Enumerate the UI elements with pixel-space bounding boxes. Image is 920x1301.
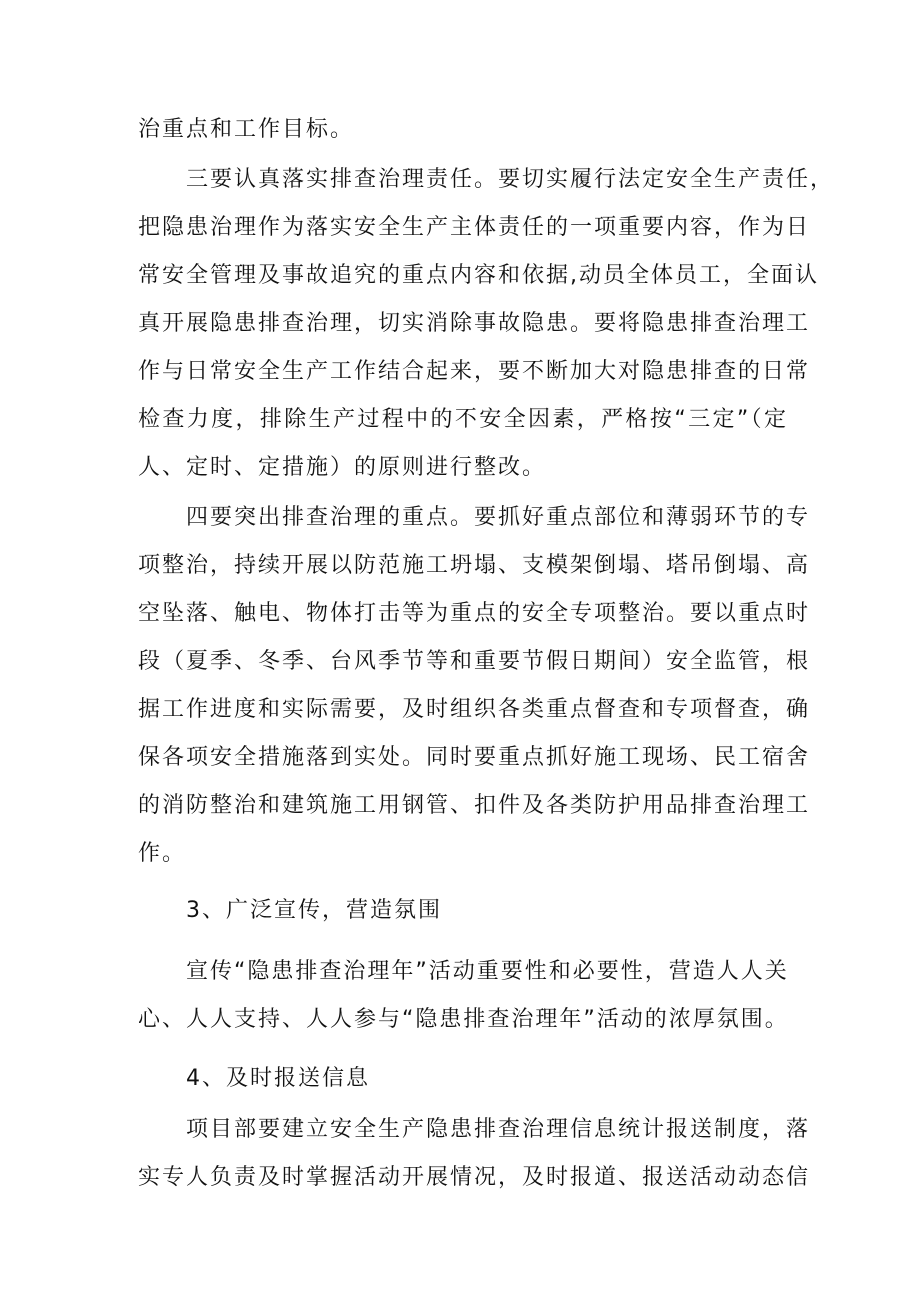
section-heading-4: 4、及时报送信息 [186,1066,370,1091]
text-line: 心、人人支持、人人参与“隐患排查治理年”活动的浓厚氛围。 [138,1007,789,1032]
paragraph-first-line: 宣传“隐患排查治理年”活动重要性和必要性，营造人人关 [186,959,789,984]
section-heading-3: 3、广泛宣传，营造氛围 [186,898,442,923]
text-line: 治重点和工作目标。 [138,117,355,142]
text-line: 把隐患治理作为落实安全生产主体责任的一项重要内容，作为日 [138,215,811,240]
text-line: 保各项安全措施落到实处。同时要重点抓好施工现场、民工宿舍 [138,745,811,770]
text-line: 作。 [138,841,187,866]
text-line: 常安全管理及事故追究的重点内容和依据,动员全体员工，全面认 [138,263,819,288]
text-line: 空坠落、触电、物体打击等为重点的安全专项整治。要以重点时 [138,601,811,626]
paragraph-first-line: 三要认真落实排查治理责任。要切实履行法定安全生产责任， [186,167,835,192]
text-line: 真开展隐患排查治理，切实消除事故隐患。要将隐患排查治理工 [138,311,811,336]
text-line: 项整治，持续开展以防范施工坍塌、支模架倒塌、塔吊倒塌、高 [138,553,811,578]
text-line: 人、定时、定措施）的原则进行整改。 [138,455,547,480]
text-line: 的消防整治和建筑施工用钢管、扣件及各类防护用品排查治理工 [138,793,811,818]
text-line: 据工作进度和实际需要，及时组织各类重点督查和专项督查，确 [138,697,811,722]
text-line: 段（夏季、冬季、台风季节等和重要节假日期间）安全监管，根 [138,649,811,674]
paragraph-first-line: 四要突出排查治理的重点。要抓好重点部位和薄弱环节的专 [186,505,811,530]
text-line: 实专人负责及时掌握活动开展情况，及时报道、报送活动动态信 [138,1165,811,1190]
text-line: 检查力度，排除生产过程中的不安全因素，严格按“三定”（定 [138,407,788,432]
paragraph-first-line: 项目部要建立安全生产隐患排查治理信息统计报送制度，落 [186,1117,811,1142]
text-line: 作与日常安全生产工作结合起来，要不断加大对隐患排查的日常 [138,359,811,384]
